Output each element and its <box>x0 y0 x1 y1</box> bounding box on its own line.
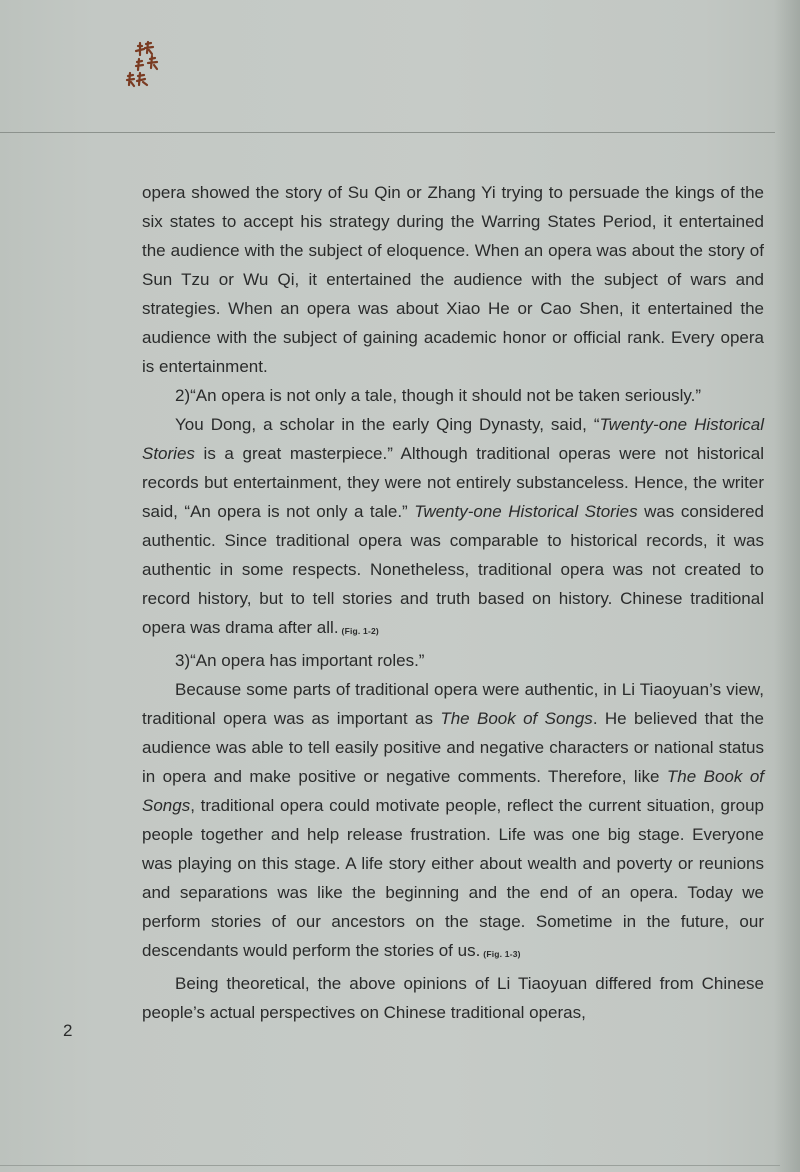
page-edge-shadow <box>774 0 800 1172</box>
page-number: 2 <box>63 1021 73 1040</box>
paragraph-5-text-a: Because some parts of traditional opera were authentic, in Li Tiaoyuan’s view, traditional opera was as important as <box>142 680 764 728</box>
paragraph-4: 3)“An opera has important roles.” <box>175 651 425 670</box>
paragraph-3-book-title-b: Twenty-one Historical Stories <box>414 502 638 521</box>
paragraph-3-text-b: is a great masterpiece.” Although traditional operas were not historical records but entertainment, they were not entirely substanceless. Hence, the writer said, “An opera is not only a tale.” <box>142 444 764 521</box>
paragraph-2: 2)“An opera is not only a tale, though it should not be taken seriously.” <box>175 386 702 405</box>
calligraphy-logo <box>120 38 168 96</box>
paragraph-1: opera showed the story of Su Qin or Zhang Yi trying to persuade the kings of the six states to accept his strategy during the Warring States Period, it entertained the audience with the subject of eloquence. When an opera was about the story of Sun Tzu or Wu Qi, it entertained the audience with the subject of wars and strategies. When an opera was about Xiao He or Cao Shen, it entertained the audience with the subject of gaining academic honor or official rank. Every opera is entertainment. <box>142 183 764 376</box>
figure-reference-1-3: (Fig. 1-3) <box>483 949 521 959</box>
paragraph-5-text-b: . He believed that the audience was able to tell easily positive and negative characters or national status in opera and make positive or negative comments. Therefore, like <box>142 709 764 786</box>
paragraph-5-text-c: , traditional opera could motivate people, reflect the current situation, group people together and help release frustration. Life was one big stage. Everyone was playing on this stage. A life story either about wealth and poverty or reunions and separations was like the beginning and the end of an opera. Today we perform stories of our ancestors on the stage. Sometime in the future, our descendants would perform the stories of us. <box>142 796 764 960</box>
paragraph-5 <box>142 675 764 969</box>
figure-reference-1-2: (Fig. 1-2) <box>341 626 379 636</box>
paragraph-3 <box>142 410 764 646</box>
paragraph-5-book-title-b: The Book of Songs <box>142 767 764 815</box>
paragraph-5-book-title-a: The Book of Songs <box>440 709 593 728</box>
paragraph-3-book-title-a: Twenty-one Historical Stories <box>142 415 764 463</box>
bottom-edge-line <box>0 1165 780 1166</box>
body-text <box>142 178 764 1027</box>
calligraphy-logo-icon <box>120 38 168 96</box>
paragraph-3-text-c: was considered authentic. Since traditional opera was comparable to historical records, it was authentic in some respects. Nonetheless, traditional opera was not created to record history, but to tell stories and truth based on history. Chinese traditional opera was drama after all. <box>142 502 764 637</box>
paragraph-3-text-a: You Dong, a scholar in the early Qing Dynasty, said, “ <box>175 415 600 434</box>
paragraph-6: Being theoretical, the above opinions of Li Tiaoyuan differed from Chinese people’s actual perspectives on Chinese traditional operas, <box>142 974 764 1022</box>
header-rule <box>0 132 775 133</box>
